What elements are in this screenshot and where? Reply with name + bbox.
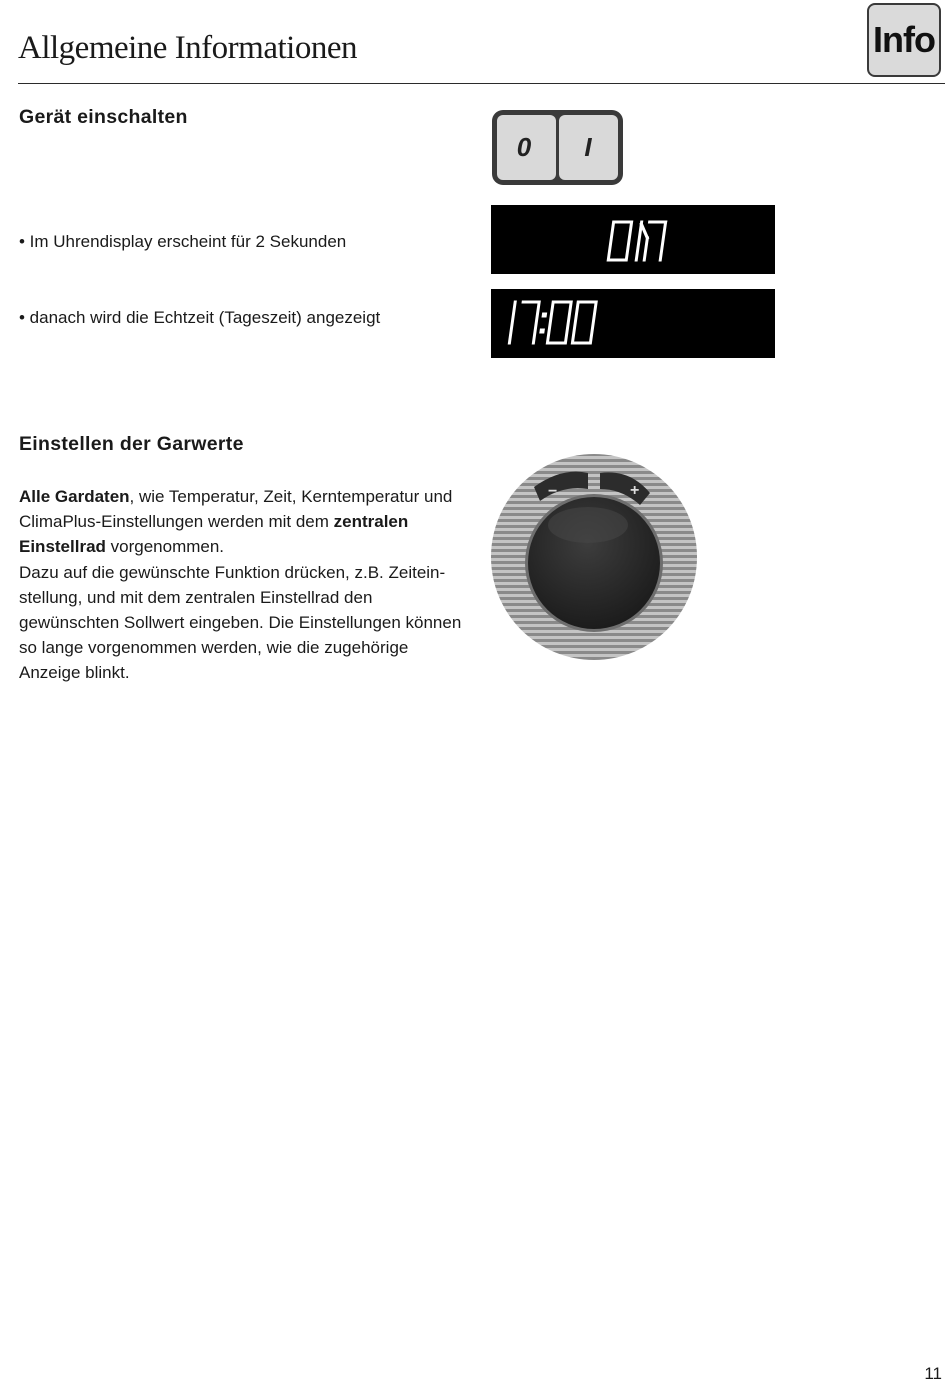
settings-description xyxy=(19,484,469,686)
plus-icon: + xyxy=(630,482,640,499)
power-switch-illustration xyxy=(490,108,626,193)
title-divider xyxy=(18,83,945,84)
central-dial-illustration xyxy=(490,453,700,668)
display-on-segments xyxy=(491,205,775,274)
settings-p2: Dazu auf die gewünschte Funktion drücken, z.B. Zeitein-stellung, und mit dem zentralen Einstellrad den gewünschten Sollwert eingeben. Die Einstellungen können so lange vorgenommen werden, wie die zugehörige Anzeige blinkt. xyxy=(19,562,462,683)
switch-on-label: I xyxy=(584,132,592,162)
page-title: Allgemeine Informationen xyxy=(18,30,357,66)
svg-text:ON: ON xyxy=(624,247,648,264)
bullet-display-time: • danach wird die Echtzeit (Tageszeit) angezeigt xyxy=(19,308,381,327)
display-on xyxy=(491,205,775,274)
section-heading-settings: Einstellen der Garwerte xyxy=(19,433,244,455)
settings-p1: Alle Gardaten, wie Temperatur, Zeit, Kerntemperatur und ClimaPlus-Einstellungen werden mit dem zentralen Einstellrad vorgenommen. xyxy=(19,487,453,557)
info-tab: Info xyxy=(867,3,941,77)
bullet-display-on: • Im Uhrendisplay erscheint für 2 Sekunden xyxy=(19,232,347,251)
section-heading-power-on: Gerät einschalten xyxy=(19,106,188,128)
display-time xyxy=(491,289,775,358)
minus-icon: − xyxy=(548,483,558,500)
svg-text:17:00: 17:00 xyxy=(530,331,572,348)
display-time-segments xyxy=(491,289,775,358)
page-number: 11 xyxy=(924,1364,942,1383)
switch-off-label: 0 xyxy=(516,132,532,162)
